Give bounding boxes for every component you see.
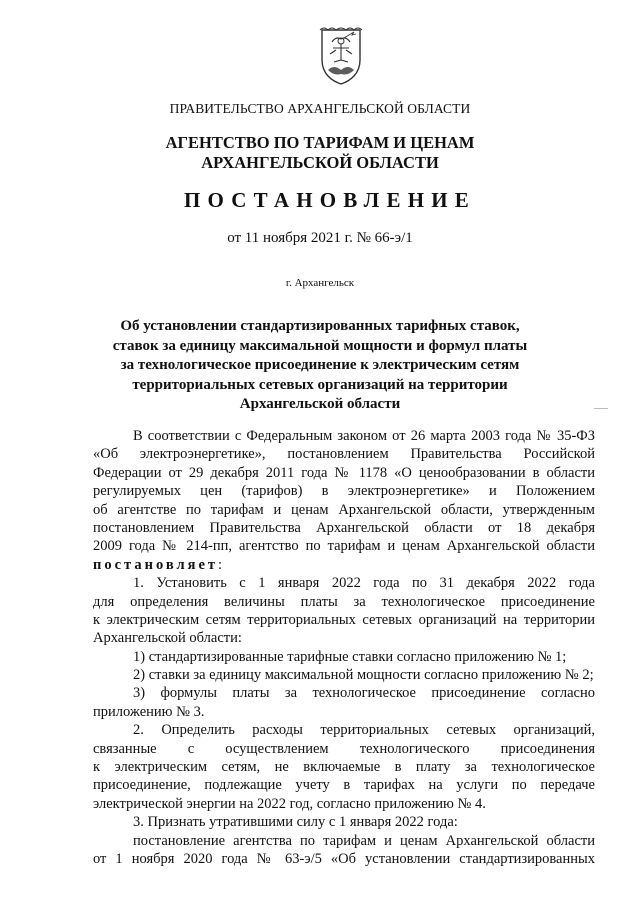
body-line: постановлением Правительства Архангельской области от 18 декабря xyxy=(93,519,595,536)
body-line: постановление агентства по тарифам и ценам Архангельской области xyxy=(133,832,595,849)
subject-line: Архангельской области xyxy=(239,396,401,412)
body-line: присоединение, подлежащие учету в тарифах на услуги по передаче xyxy=(93,777,595,794)
body-line: В соответствии с Федеральным законом от 26 марта 2003 года № 35-ФЗ xyxy=(133,428,595,444)
document-city: г. Архангельск xyxy=(285,277,355,289)
document-subject xyxy=(0,317,640,415)
resolves-word: постановляет xyxy=(93,556,219,573)
list-item: 2) ставки за единицу максимальной мощности согласно приложению № 2; xyxy=(133,667,594,684)
government-name: ПРАВИТЕЛЬСТВО АРХАНГЕЛЬСКОЙ ОБЛАСТИ xyxy=(169,101,471,116)
body-line: к электрическим сетям территориальных сетевых организаций на территории xyxy=(93,611,595,628)
body-line: к электрическим сетям, не включаемые в плату за технологическое xyxy=(93,759,595,776)
body-line: 3. Признать утратившими силу с 1 января 2022 года: xyxy=(133,814,458,831)
body-line: от 1 ноября 2020 года № 63-э/5 «Об установлении стандартизированных xyxy=(93,850,595,867)
list-item: 3) формулы платы за технологическое присоединение согласно xyxy=(133,685,595,702)
agency-name-line2: АРХАНГЕЛЬСКОЙ ОБЛАСТИ xyxy=(201,153,439,172)
body-line: регулируемых цен (тарифов) в электроэнергетике» и Положением xyxy=(93,483,595,500)
body-line: связанные с осуществлением технологического присоединения xyxy=(93,740,595,757)
body-line: об агентстве по тарифам и ценам Архангельской области, утвержденным xyxy=(93,501,595,518)
body-line: 2009 года № 214-пп, агентство по тарифам и ценам Архангельской области xyxy=(93,538,595,555)
document-body xyxy=(93,427,595,868)
body-line: Архангельской области: xyxy=(93,630,242,647)
body-line: 2. Определить расходы территориальных сетевых организаций, xyxy=(133,722,595,739)
agency-name xyxy=(0,133,640,173)
divider-mark xyxy=(594,408,608,409)
coat-of-arms-emblem xyxy=(316,26,366,86)
document-type-title: ПОСТАНОВЛЕНИЕ xyxy=(183,188,477,212)
subject-line: территориальных сетевых организаций на территории xyxy=(132,376,508,393)
body-line: 1. Установить с 1 января 2022 года по 31 декабря 2022 года xyxy=(133,575,595,592)
body-line: электрической энергии на 2022 год, согласно приложению № 4. xyxy=(93,795,486,812)
body-line: Федерации от 29 декабря 2011 года № 1178 «О ценообразовании в области xyxy=(93,464,595,481)
body-line: «Об электроэнергетике», постановлением Правительства Российской xyxy=(93,446,595,463)
list-item: 1) стандартизированные тарифные ставки согласно приложению № 1; xyxy=(133,648,567,665)
body-line: для определения величины платы за технологическое присоединение xyxy=(93,593,595,610)
subject-line: ставок за единицу максимальной мощности и формул платы xyxy=(112,337,528,354)
resolves-line xyxy=(93,556,595,574)
resolves-colon: : xyxy=(218,556,223,573)
agency-name-line1: АГЕНТСТВО ПО ТАРИФАМ И ЦЕНАМ xyxy=(165,133,475,152)
document-date-number: от 11 ноября 2021 г. № 66-э/1 xyxy=(227,230,413,246)
subject-line: за технологическое присоединение к электрическим сетям xyxy=(120,357,520,373)
list-item: приложению № 3. xyxy=(93,703,205,720)
subject-line: Об установлении стандартизированных тарифных ставок, xyxy=(120,318,520,334)
